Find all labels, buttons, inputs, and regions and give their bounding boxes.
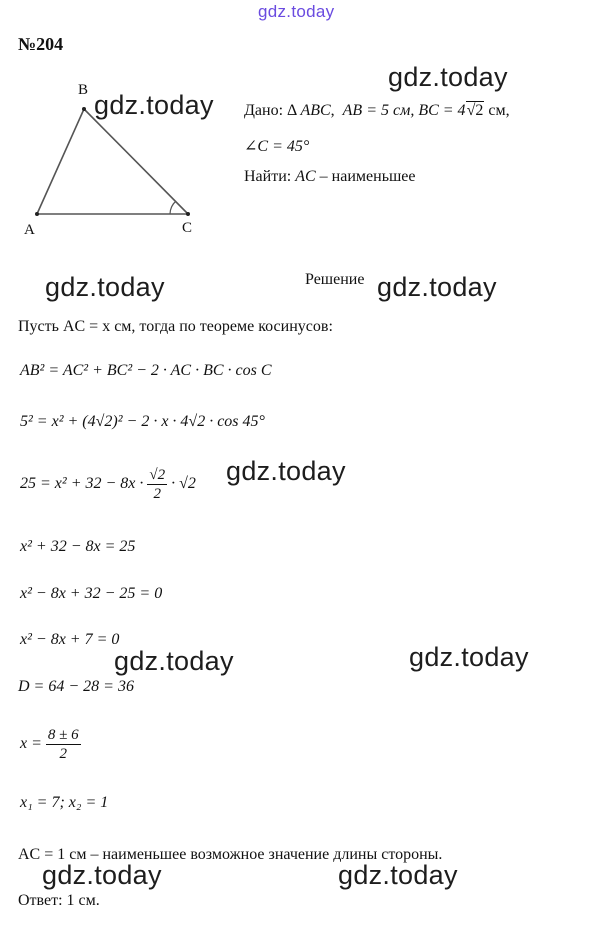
step-5: x² − 8x + 32 − 25 = 0 [20, 585, 163, 602]
watermark: gdz.today [377, 272, 497, 302]
watermark: gdz.today [114, 646, 234, 676]
step-8-fraction [46, 726, 81, 763]
side-bc [84, 109, 188, 214]
step-3-fraction [147, 466, 167, 503]
step-3 [20, 466, 196, 503]
step-8-left: x = [20, 735, 42, 753]
watermark: gdz.today [388, 62, 508, 92]
given-line-3 [244, 168, 416, 186]
watermark: gdz.today [338, 860, 458, 890]
step-3-right: · √2 [171, 475, 196, 493]
watermark: gdz.today [226, 456, 346, 486]
watermark: gdz.today [42, 860, 162, 890]
step-1: AB² = AC² + BC² − 2 · AC · BC · cos C [20, 362, 272, 379]
conclusion: AC = 1 см – наименьшее возможное значение длины стороны. [18, 846, 443, 863]
point-a [35, 212, 39, 216]
given-sides: AB = 5 см, BC = 4 [342, 102, 466, 119]
find-prefix: Найти: [244, 168, 296, 185]
step-8 [20, 726, 81, 763]
watermark-top: gdz.today [258, 2, 335, 21]
step-7: D = 64 − 28 = 36 [18, 678, 134, 695]
point-b [82, 107, 86, 111]
step-3-left: 25 = x² + 32 − 8x · [20, 475, 144, 493]
given-prefix: Дано: Δ [244, 102, 297, 119]
vertex-a-label: A [24, 222, 35, 238]
step-3-denominator: 2 [153, 486, 161, 502]
solution-heading: Решение [305, 271, 365, 288]
angle-c-arc [170, 201, 176, 214]
find-var: AC [295, 168, 316, 185]
step-6: x² − 8x + 7 = 0 [20, 631, 120, 648]
watermark: gdz.today [409, 642, 529, 672]
step-8-numerator: 8 ± 6 [47, 727, 79, 743]
given-sqrt: √2 [466, 102, 484, 119]
side-ab [37, 109, 84, 214]
solution-intro: Пусть AC = x см, тогда по теореме косинусов: [18, 318, 333, 335]
step-8-denominator: 2 [59, 746, 68, 762]
step-4: x² + 32 − 8x = 25 [20, 538, 136, 555]
step-2: 5² = x² + (4√2)² − 2 · x · 4√2 · cos 45° [20, 413, 265, 430]
given-triangle: ABC [300, 102, 331, 119]
point-c [186, 212, 190, 216]
given-unit: см, [484, 102, 510, 119]
watermark: gdz.today [94, 90, 214, 120]
problem-number: №204 [18, 34, 64, 54]
step-9: x₁ = 7; x₂ = 1 [20, 794, 109, 811]
watermark: gdz.today [45, 272, 165, 302]
answer: Ответ: 1 см. [18, 892, 100, 909]
find-rest: – наименьшее [315, 168, 416, 185]
given-line-1: Дано: Δ ABC, AB = 5 см, BC = 4√2 см, [244, 102, 510, 119]
step-3-numerator: √2 [149, 467, 166, 483]
vertex-b-label: B [78, 82, 89, 98]
given-line-2: ∠C = 45° [244, 138, 310, 155]
vertex-c-label: C [182, 220, 193, 236]
